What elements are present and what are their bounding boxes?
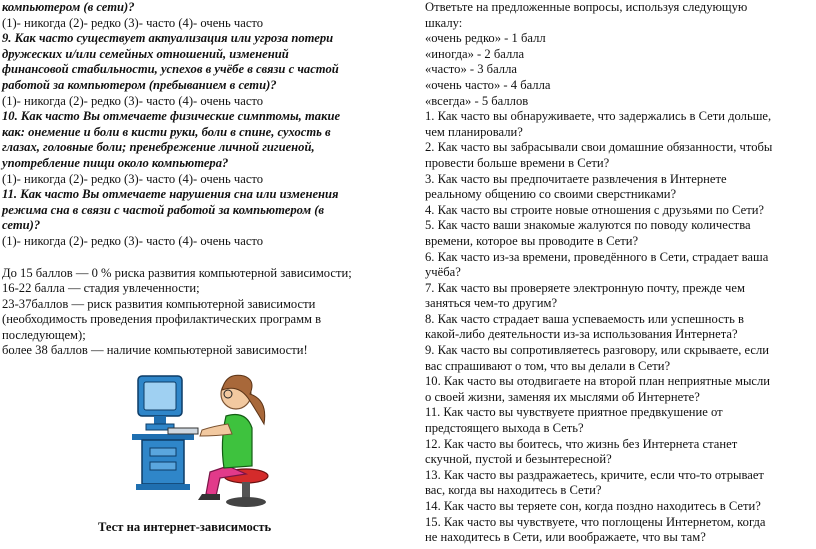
right-line: учёба? xyxy=(425,265,461,280)
scoring-block xyxy=(2,266,394,360)
scoring-line: (необходимость проведения профилактических программ в xyxy=(2,312,322,327)
left-line: 11. Как часто Вы отмечаете нарушения сна или изменения xyxy=(2,187,339,202)
shirt xyxy=(222,415,252,469)
keyboard xyxy=(168,428,198,434)
right-line: 15. Как часто вы чувствуете, что поглощены Интернетом, когда xyxy=(425,514,766,529)
right-line: 12. Как часто вы боитесь, что жизнь без Интернета станет xyxy=(425,436,738,451)
right-line: 9. Как часто вы сопротивляетесь разговору, или скрываете, если xyxy=(425,343,770,358)
scoring-line: До 15 баллов — 0 % риска развития компьютерной зависимости; xyxy=(2,265,352,280)
left-line: 9. Как часто существует актуализация или угроза потери xyxy=(2,31,334,46)
scoring-line: 16-22 балла — стадия увлеченности; xyxy=(2,281,200,296)
right-line: «всегда» - 5 баллов xyxy=(425,93,529,108)
left-line: (1)- никогда (2)- редко (3)- часто (4)- очень часто xyxy=(2,15,264,30)
right-line: провести больше времени в Сети? xyxy=(425,155,610,170)
left-line: финансовой стабильности, успехов в учёбе в связи с частой xyxy=(2,62,339,77)
arm xyxy=(200,424,232,436)
shoe xyxy=(198,494,220,500)
scoring-line: последующем); xyxy=(2,327,86,342)
left-line: (1)- никогда (2)- редко (3)- часто (4)- очень часто xyxy=(2,233,264,248)
right-line: 11. Как часто вы чувствуете приятное предвкушение от xyxy=(425,405,723,420)
left-line: как: онемение и боли в кисти руки, боли в спине, сухость в xyxy=(2,124,331,139)
right-line: вас спрашивают о том, что вы делали в Сети? xyxy=(425,358,671,373)
right-line: 7. Как часто вы проверяете электронную почту, прежде чем xyxy=(425,280,745,295)
scoring-line: более 38 баллов — наличие компьютерной зависимости! xyxy=(2,343,308,358)
right-line: 14. Как часто вы теряете сон, когда поздно находитесь в Сети? xyxy=(425,499,761,513)
left-column xyxy=(2,0,394,359)
right-line: 6. Как часто из-за времени, проведённого в Сети, страдает ваша xyxy=(425,249,769,264)
chair-base xyxy=(226,497,266,507)
illustration-caption: Тест на интернет-зависимость xyxy=(98,520,272,534)
right-column xyxy=(425,0,813,546)
right-line: Ответьте на предложенные вопросы, используя следующую xyxy=(425,0,748,14)
left-line: работой за компьютером (пребыванием в сети)? xyxy=(2,77,277,92)
right-line: скучной, пустой и безынтересной? xyxy=(425,452,612,467)
right-line: не находитесь в Сети, или воображаете, что вы там? xyxy=(425,530,706,545)
scoring-line: 23-37баллов — риск развития компьютерной зависимости xyxy=(2,296,316,311)
right-line: чем планировали? xyxy=(425,124,523,139)
right-line: 13. Как часто вы раздражаетесь, кричите, если что-то отрывает xyxy=(425,467,764,482)
right-line: 3. Как часто вы предпочитаете развлечения в Интернете xyxy=(425,171,727,186)
right-line: вас, когда вы находитесь в Сети? xyxy=(425,483,602,498)
left-line: (1)- никогда (2)- редко (3)- часто (4)- очень часто xyxy=(2,93,264,108)
right-line: 2. Как часто вы забрасывали свои домашние обязанности, чтобы xyxy=(425,140,773,155)
right-line: реальному общению со своими сверстниками? xyxy=(425,187,677,202)
right-line: «очень редко» - 1 балл xyxy=(425,31,546,46)
right-line: шкалу: xyxy=(425,15,463,30)
right-line: предстоящего выхода в Сеть? xyxy=(425,421,584,436)
right-line: 8. Как часто страдает ваша успеваемость или успешность в xyxy=(425,311,745,326)
right-line: 4. Как часто вы строите новые отношения с друзьями по Сети? xyxy=(425,202,765,217)
desk-top xyxy=(132,434,194,440)
right-line: 10. Как часто вы отодвигаете на второй план неприятные мысли xyxy=(425,374,771,389)
left-line: глазах, головные боли; пренебрежение личной гигиеной, xyxy=(2,140,315,155)
desk-base xyxy=(136,484,190,490)
right-line: времени, которое вы проводите в Сети? xyxy=(425,233,639,248)
right-line: какой-либо деятельности из-за использования Интернета? xyxy=(425,327,738,342)
right-line: «часто» - 3 балла xyxy=(425,62,517,77)
left-line: (1)- никогда (2)- редко (3)- часто (4)- очень часто xyxy=(2,171,264,186)
left-line: 10. Как часто Вы отмечаете физические симптомы, такие xyxy=(2,109,341,124)
left-line: компьютером (в сети)? xyxy=(2,0,135,14)
chair-post xyxy=(242,482,250,498)
desk-drawer xyxy=(150,462,176,470)
right-line: 1. Как часто вы обнаруживаете, что задержались в Сети дольше, xyxy=(425,109,772,124)
left-line: сети)? xyxy=(2,218,41,233)
monitor-stand xyxy=(154,416,166,424)
right-line: заняться чем-то другим? xyxy=(425,296,558,311)
right-line: «иногда» - 2 балла xyxy=(425,46,525,61)
desk-drawer xyxy=(150,448,176,456)
right-line: «очень часто» - 4 балла xyxy=(425,77,551,92)
spacer xyxy=(2,250,394,266)
left-line: употребление пищи около компьютера? xyxy=(2,155,229,170)
right-line: о своей жизни, заменяя их мыслями об Интернете? xyxy=(425,389,700,404)
computer-user-illustration xyxy=(128,354,300,510)
left-line: дружеских и/или семейных отношений, изменений xyxy=(2,46,289,61)
monitor-screen xyxy=(144,382,176,410)
right-line: 5. Как часто ваши знакомые жалуются по поводу количества xyxy=(425,218,751,233)
left-line: режима сна в связи с частой работой за компьютером (в xyxy=(2,202,325,217)
